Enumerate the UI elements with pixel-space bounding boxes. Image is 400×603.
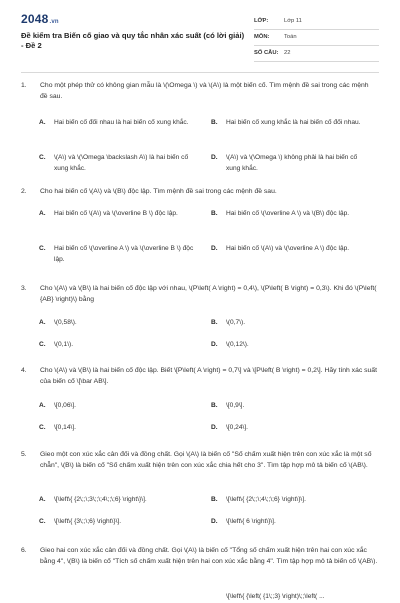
- option-letter: D.: [211, 245, 218, 252]
- option-letter: A.: [39, 496, 46, 503]
- option-letter: C.: [39, 341, 46, 348]
- question-1: [21, 81, 379, 193]
- option-letter: D.: [211, 518, 218, 525]
- option-text: Hai biến cố \(\overline A \) và \(B\) độc lập.: [226, 210, 350, 217]
- option-text: Hai biến cố \(\overline A \) và \(\overline B \) độc lập.: [54, 245, 194, 263]
- option-text: \[\left\{ {\left( {1\;;3} \right)\;;\left( ...: [226, 593, 325, 600]
- meta-value: Lớp 11: [284, 18, 302, 24]
- question-text: Cho \(A\) và \(B\) là hai biến cố độc lập với nhau, \(P\left( A \right) = 0,4\), \(P\left( B \right) = 0,3\). Khi đó \(P\left( {AB} \right)\) bằng: [40, 285, 377, 303]
- question-2: [21, 187, 379, 272]
- option-letter: D.: [211, 424, 218, 431]
- meta-label: SỐ CÂU:: [254, 50, 279, 56]
- option-letter: C.: [39, 245, 46, 252]
- meta-row-grade: [254, 14, 379, 30]
- question-number: 3.: [21, 285, 27, 292]
- option-letter: D.: [211, 341, 218, 348]
- question-number: 2.: [21, 188, 27, 195]
- meta-row-question-count: [254, 46, 379, 62]
- question-text: Cho hai biến cố \(A\) và \(B\) độc lập. Tìm mệnh đề sai trong các mệnh đề sau.: [40, 188, 277, 195]
- question-4: [21, 366, 379, 438]
- option-text: Hai biến cố xung khắc là hai biến cố đối nhau.: [226, 119, 361, 126]
- page-header: [0, 0, 400, 62]
- option-text: \(0,58\).: [54, 319, 77, 326]
- meta-value: 22: [284, 50, 291, 56]
- option-text: \[0,14\].: [54, 424, 76, 431]
- question-text: Gieo hai con xúc xắc cân đối và đồng chất. Gọi \(A\) là biến cố "Tổng số chấm xuất hiện trên hai con xúc xắc bằng 4", \(B\) là biến cố "Tích số chấm xuất hiện trên hai con xúc xắc bằng 4". Tìm tập hợp mô tả biến cố \(AB\).: [40, 547, 378, 565]
- option-text: \[0,9\].: [226, 402, 245, 409]
- logo-suffix: .vn: [49, 19, 59, 25]
- option-text: \(0,7\).: [226, 319, 246, 326]
- question-number: 1.: [21, 82, 27, 89]
- option-letter: A.: [39, 319, 46, 326]
- question-5: [21, 450, 379, 535]
- option-letter: C.: [39, 424, 46, 431]
- option-letter: B.: [211, 319, 218, 326]
- option-text: \(0,1\).: [54, 341, 74, 348]
- question-text: Cho \(A\) và \(B\) là hai biến cố độc lập. Biết \[P\left( A \right) = 0,7\] và \[P\left( B \right) = 0,2\]. Hãy tính xác suất của biến cố \[\bar AB\].: [40, 367, 377, 385]
- option-text: \[\left\{ {2\;;\;3\;;\;4\;;\;6} \right\}\].: [54, 496, 147, 503]
- meta-label: MÔN:: [254, 34, 270, 40]
- option-text: \[\left\{ {2\;;\;4\;;\;6} \right\}\].: [226, 496, 306, 503]
- question-number: 5.: [21, 451, 27, 458]
- option-text: Hai biến cố \(A\) và \(\overline B \) độc lập.: [54, 210, 178, 217]
- logo-text: 2048: [21, 12, 49, 26]
- option-letter: B.: [211, 210, 218, 217]
- meta-row-subject: [254, 30, 379, 46]
- option-text: Hai biến cố đối nhau là hai biến cố xung khắc.: [54, 119, 189, 126]
- option-text: \[\left\{ {3\;;\;6} \right\}\].: [54, 518, 122, 525]
- question-number: 6.: [21, 547, 27, 554]
- option-letter: A.: [39, 119, 46, 126]
- option-text: \(0,12\).: [226, 341, 249, 348]
- option-text: \(A\) và \(\Omega \) không phải là hai biến cố xung khắc.: [226, 154, 358, 172]
- question-6: [21, 546, 379, 600]
- option-letter: C.: [39, 518, 46, 525]
- option-letter: B.: [211, 402, 218, 409]
- question-number: 4.: [21, 367, 27, 374]
- document-title: Đề kiểm tra Biến cố giao và quy tắc nhân xác suất (có lời giải) - Đề 2: [21, 31, 245, 50]
- header-divider: [21, 72, 379, 73]
- option-letter: B.: [211, 119, 218, 126]
- option-letter: A.: [39, 402, 46, 409]
- option-text: \[\left\{ 6 \right\}\].: [226, 518, 276, 525]
- option-text: Hai biến cố \(A\) và \(\overline A \) độc lập.: [226, 245, 350, 252]
- option-text: \(A\) và \(\Omega \backslash A\) là hai biến cố xung khắc.: [54, 154, 189, 172]
- question-text: Gieo một con xúc xắc cân đối và đồng chất. Gọi \(A\) là biến cố "Số chấm xuất hiện trên con xúc xắc là một số chẵn", \(B\) là biến cố "Số chấm xuất hiện trên con xúc xắc chia hết cho 3". Tìm tập hợp mô tả biến cố \(AB\).: [40, 451, 372, 469]
- meta-label: LỚP:: [254, 18, 269, 24]
- meta-value: Toán: [284, 34, 297, 40]
- site-logo[interactable]: [21, 12, 59, 26]
- question-text: Cho một phép thử có không gian mẫu là \(\Omega \) và \(A\) là một biến cố. Tìm mệnh đề sai trong các mệnh đề sau.: [40, 82, 369, 100]
- option-letter: A.: [39, 210, 46, 217]
- option-text: \[0,24\].: [226, 424, 248, 431]
- question-3: [21, 284, 379, 354]
- meta-table: [254, 14, 379, 62]
- option-letter: D.: [211, 154, 218, 161]
- option-letter: C.: [39, 154, 46, 161]
- option-text: \[0,06\].: [54, 402, 76, 409]
- option-letter: B.: [211, 496, 218, 503]
